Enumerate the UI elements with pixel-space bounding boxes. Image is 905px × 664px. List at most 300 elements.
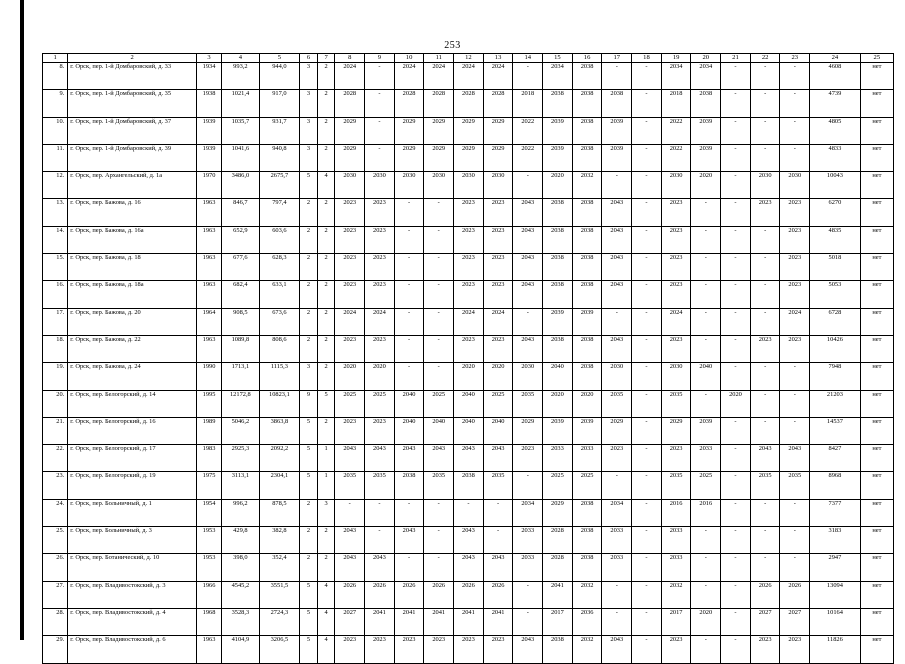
table-cell: 5 (317, 390, 335, 417)
table-cell: - (483, 499, 513, 526)
table-cell: - (691, 554, 721, 581)
column-header-13: 13 (483, 54, 513, 63)
address-cell: г. Орск, пер. 1-й Домбаровский, д. 35 (68, 90, 197, 117)
table-row (43, 254, 894, 281)
table-cell: - (394, 335, 424, 362)
table-cell: 2043 (513, 199, 543, 226)
table-cell: 3206,5 (259, 636, 300, 663)
table-cell: 2024 (454, 308, 484, 335)
column-header-25: 25 (860, 54, 893, 63)
table-cell: - (750, 308, 780, 335)
table-cell: 2027 (780, 608, 810, 635)
table-cell: 2039 (543, 308, 573, 335)
row-number-cell: 25. (43, 527, 68, 554)
table-cell: нет (860, 472, 893, 499)
table-cell: 2030 (661, 363, 691, 390)
table-cell: 2 (317, 527, 335, 554)
row-number-cell: 12. (43, 172, 68, 199)
table-cell: 2038 (543, 254, 573, 281)
table-cell: 682,4 (222, 281, 259, 308)
table-cell: 2026 (365, 581, 395, 608)
table-cell: 2030 (513, 363, 543, 390)
table-cell: 2023 (661, 254, 691, 281)
table-cell: 2023 (365, 226, 395, 253)
table-cell: 2 (317, 254, 335, 281)
address-cell: г. Орск, пер. Владивостокский, д. 6 (68, 636, 197, 663)
table-cell: - (750, 117, 780, 144)
table-cell: 2040 (483, 417, 513, 444)
table-cell: 5046,2 (222, 417, 259, 444)
table-cell: 2043 (365, 554, 395, 581)
table-cell: 2034 (602, 499, 632, 526)
table-cell: нет (860, 636, 893, 663)
table-cell: 3 (300, 90, 318, 117)
table-row (43, 472, 894, 499)
table-cell: 2023 (661, 335, 691, 362)
table-cell: 2038 (572, 144, 602, 171)
table-cell: - (424, 308, 454, 335)
table-row (43, 172, 894, 199)
table-cell: 2023 (661, 226, 691, 253)
column-header-19: 19 (661, 54, 691, 63)
table-cell: - (394, 281, 424, 308)
table-cell: 9 (300, 390, 318, 417)
table-cell: 2038 (572, 254, 602, 281)
table-cell: 2043 (602, 254, 632, 281)
table-cell: нет (860, 117, 893, 144)
table-cell: - (632, 472, 662, 499)
table-cell: - (632, 417, 662, 444)
table-cell: 2023 (454, 199, 484, 226)
table-cell: 2028 (483, 90, 513, 117)
table-cell: 10043 (810, 172, 861, 199)
table-cell: нет (860, 308, 893, 335)
table-cell: нет (860, 90, 893, 117)
table-cell: 2039 (691, 117, 721, 144)
table-cell: 2029 (602, 417, 632, 444)
table-cell: 2034 (513, 499, 543, 526)
table-cell: 633,1 (259, 281, 300, 308)
table-cell: - (394, 499, 424, 526)
table-cell: 2038 (572, 117, 602, 144)
table-cell: 2039 (602, 144, 632, 171)
table-cell: - (721, 308, 751, 335)
table-cell: - (394, 554, 424, 581)
table-cell: - (365, 499, 395, 526)
table-cell: 2043 (454, 527, 484, 554)
table-row (43, 527, 894, 554)
table-cell: 2 (317, 63, 335, 90)
table-cell: 2 (300, 254, 318, 281)
table-cell: 4 (317, 636, 335, 663)
table-cell: 2023 (454, 226, 484, 253)
table-cell: 931,7 (259, 117, 300, 144)
table-cell: 2038 (543, 281, 573, 308)
column-header-24: 24 (810, 54, 861, 63)
table-cell: 3528,3 (222, 608, 259, 635)
row-number-cell: 22. (43, 445, 68, 472)
table-cell: 2043 (483, 554, 513, 581)
table-cell: - (513, 172, 543, 199)
table-cell: нет (860, 390, 893, 417)
table-cell: 1964 (196, 308, 221, 335)
table-cell: - (632, 199, 662, 226)
table-cell: 2029 (424, 144, 454, 171)
housing-register-table (42, 53, 894, 664)
table-cell: 2023 (750, 199, 780, 226)
table-cell: - (632, 281, 662, 308)
table-cell: 2033 (572, 445, 602, 472)
table-cell: - (394, 254, 424, 281)
column-header-10: 10 (394, 54, 424, 63)
table-cell: 2038 (543, 335, 573, 362)
row-number-cell: 10. (43, 117, 68, 144)
table-cell: 2029 (661, 417, 691, 444)
table-cell: 2043 (335, 445, 365, 472)
table-cell: 2030 (780, 172, 810, 199)
table-cell: 2724,3 (259, 608, 300, 635)
table-cell: 2041 (454, 608, 484, 635)
table-cell: нет (860, 554, 893, 581)
table-cell: 7377 (810, 499, 861, 526)
table-cell: 2023 (483, 636, 513, 663)
table-cell: 2029 (483, 117, 513, 144)
table-cell: 2023 (335, 226, 365, 253)
table-cell: 2026 (424, 581, 454, 608)
table-cell: - (394, 363, 424, 390)
table-cell: 2027 (335, 608, 365, 635)
table-cell: 2043 (335, 554, 365, 581)
table-cell: 2 (317, 226, 335, 253)
column-header-4: 4 (222, 54, 259, 63)
row-number-cell: 24. (43, 499, 68, 526)
table-cell: 1963 (196, 281, 221, 308)
table-cell: - (750, 527, 780, 554)
table-cell: - (365, 63, 395, 90)
table-cell: 2017 (543, 608, 573, 635)
table-cell: 677,6 (222, 254, 259, 281)
table-cell: 1966 (196, 581, 221, 608)
table-cell: - (721, 499, 751, 526)
table-cell: 2017 (661, 608, 691, 635)
table-cell: - (424, 281, 454, 308)
table-cell: 6270 (810, 199, 861, 226)
table-cell: 3 (300, 144, 318, 171)
table-cell: 2023 (335, 417, 365, 444)
table-cell: нет (860, 226, 893, 253)
table-cell: 2029 (454, 117, 484, 144)
table-cell: - (691, 308, 721, 335)
table-cell: 2025 (424, 390, 454, 417)
row-number-cell: 27. (43, 581, 68, 608)
table-cell: - (721, 281, 751, 308)
table-row (43, 581, 894, 608)
address-cell: г. Орск, пер. Больничный, д. 3 (68, 527, 197, 554)
table-cell: 2036 (572, 608, 602, 635)
table-cell: - (365, 144, 395, 171)
table-cell: 21203 (810, 390, 861, 417)
table-cell: 2020 (483, 363, 513, 390)
row-number-cell: 26. (43, 554, 68, 581)
table-cell: - (424, 554, 454, 581)
table-cell: 2 (300, 554, 318, 581)
table-cell: 1939 (196, 117, 221, 144)
table-cell: 2024 (335, 308, 365, 335)
table-cell: 2038 (543, 90, 573, 117)
table-cell: 2038 (572, 554, 602, 581)
table-cell: нет (860, 527, 893, 554)
table-cell: 2028 (454, 90, 484, 117)
table-cell: - (632, 636, 662, 663)
table-cell: 1990 (196, 363, 221, 390)
table-cell: 2040 (691, 363, 721, 390)
table-cell: 2023 (454, 335, 484, 362)
table-cell: 2020 (691, 172, 721, 199)
table-cell: 2039 (691, 144, 721, 171)
table-cell: нет (860, 363, 893, 390)
table-cell: - (750, 417, 780, 444)
table-cell: - (513, 472, 543, 499)
table-cell: 2043 (602, 199, 632, 226)
table-cell: 2030 (483, 172, 513, 199)
table-cell: - (394, 226, 424, 253)
table-cell: 1041,6 (222, 144, 259, 171)
column-header-14: 14 (513, 54, 543, 63)
table-cell: 1934 (196, 63, 221, 90)
address-cell: г. Орск, пер. Бажова, д. 20 (68, 308, 197, 335)
table-cell: 2034 (661, 63, 691, 90)
table-cell: 1954 (196, 499, 221, 526)
table-cell: 2020 (543, 390, 573, 417)
table-cell: - (602, 472, 632, 499)
table-cell: 3183 (810, 527, 861, 554)
table-cell: 2038 (572, 90, 602, 117)
table-cell: 7948 (810, 363, 861, 390)
table-cell: 2024 (661, 308, 691, 335)
table-cell: 2026 (335, 581, 365, 608)
table-cell: 2023 (454, 254, 484, 281)
table-cell: 2 (300, 226, 318, 253)
table-cell: 2 (300, 499, 318, 526)
table-cell: 2025 (335, 390, 365, 417)
table-cell: 2023 (513, 445, 543, 472)
table-cell: 2026 (750, 581, 780, 608)
table-cell: - (513, 608, 543, 635)
table-cell: 2028 (394, 90, 424, 117)
table-cell: 2035 (750, 472, 780, 499)
table-cell: 1995 (196, 390, 221, 417)
table-cell: 2029 (513, 417, 543, 444)
table-cell: 2 (300, 308, 318, 335)
table-cell: - (632, 608, 662, 635)
table-cell: 2023 (750, 636, 780, 663)
table-cell: 2 (300, 527, 318, 554)
column-header-20: 20 (691, 54, 721, 63)
address-cell: г. Орск, пер. Владивостокский, д. 4 (68, 608, 197, 635)
table-cell: - (424, 335, 454, 362)
table-cell: 2038 (572, 527, 602, 554)
table-cell: - (632, 499, 662, 526)
column-header-12: 12 (454, 54, 484, 63)
table-cell: 2043 (602, 281, 632, 308)
table-cell: 2023 (365, 254, 395, 281)
table-cell: 2038 (543, 636, 573, 663)
table-cell: 2033 (602, 554, 632, 581)
table-cell: 6728 (810, 308, 861, 335)
table-row (43, 281, 894, 308)
table-cell: 2030 (424, 172, 454, 199)
table-cell: 2033 (661, 527, 691, 554)
table-cell: 2026 (394, 581, 424, 608)
table-cell: 429,8 (222, 527, 259, 554)
table-cell: 5018 (810, 254, 861, 281)
table-cell: 2033 (691, 445, 721, 472)
table-cell: 2030 (335, 172, 365, 199)
table-cell: 2038 (543, 199, 573, 226)
table-cell: 2023 (454, 281, 484, 308)
address-cell: г. Орск, пер. Белогорский, д. 14 (68, 390, 197, 417)
table-cell: - (721, 527, 751, 554)
table-cell: 10426 (810, 335, 861, 362)
table-cell: 2023 (365, 335, 395, 362)
address-cell: г. Орск, пер. Белогорский, д. 19 (68, 472, 197, 499)
table-cell: 3 (300, 63, 318, 90)
table-cell: 2029 (394, 144, 424, 171)
table-cell: 2034 (543, 63, 573, 90)
table-cell: 5053 (810, 281, 861, 308)
table-cell: - (691, 199, 721, 226)
table-cell: - (721, 172, 751, 199)
table-row (43, 226, 894, 253)
table-cell: - (691, 254, 721, 281)
table-cell: 944,0 (259, 63, 300, 90)
table-cell: 2043 (513, 281, 543, 308)
table-cell: 2 (317, 335, 335, 362)
table-cell: 2034 (691, 63, 721, 90)
row-number-cell: 20. (43, 390, 68, 417)
table-cell: 2030 (661, 172, 691, 199)
table-cell: 2032 (572, 581, 602, 608)
table-cell: 3551,5 (259, 581, 300, 608)
table-cell: - (632, 445, 662, 472)
table-row (43, 554, 894, 581)
table-cell: 878,5 (259, 499, 300, 526)
table-cell: - (602, 63, 632, 90)
table-cell: 2023 (780, 335, 810, 362)
table-cell: 382,8 (259, 527, 300, 554)
table-cell: 2039 (572, 308, 602, 335)
table-cell: 2030 (454, 172, 484, 199)
table-cell: - (721, 363, 751, 390)
table-cell: 2925,3 (222, 445, 259, 472)
table-cell: 398,0 (222, 554, 259, 581)
table-cell: - (721, 417, 751, 444)
table-cell: 2029 (335, 117, 365, 144)
table-cell: 2043 (365, 445, 395, 472)
table-cell: 2043 (602, 335, 632, 362)
table-cell: 2043 (513, 335, 543, 362)
table-cell: 1963 (196, 636, 221, 663)
table-cell: 2039 (543, 144, 573, 171)
table-cell: 10164 (810, 608, 861, 635)
table-cell: 2023 (661, 445, 691, 472)
table-cell: - (721, 117, 751, 144)
table-cell: 5 (300, 472, 318, 499)
table-cell: - (750, 144, 780, 171)
address-cell: г. Орск, пер. Белогорский, д. 16 (68, 417, 197, 444)
table-cell: 2020 (454, 363, 484, 390)
table-cell: 2038 (543, 226, 573, 253)
column-header-1: 1 (43, 54, 68, 63)
table-cell: - (691, 281, 721, 308)
table-cell: 1963 (196, 335, 221, 362)
table-cell: 4545,2 (222, 581, 259, 608)
table-cell: 2038 (572, 226, 602, 253)
address-cell: г. Орск, пер. Бажова, д. 22 (68, 335, 197, 362)
table-cell: 2020 (721, 390, 751, 417)
table-cell: нет (860, 281, 893, 308)
address-cell: г. Орск, пер. Бажова, д. 24 (68, 363, 197, 390)
table-cell: 797,4 (259, 199, 300, 226)
table-cell: 2026 (483, 581, 513, 608)
table-cell: 2024 (780, 308, 810, 335)
table-cell: 2035 (661, 390, 691, 417)
table-cell: - (721, 445, 751, 472)
table-cell: 2027 (750, 608, 780, 635)
table-cell: 2043 (513, 226, 543, 253)
table-cell: - (721, 636, 751, 663)
table-cell: - (632, 63, 662, 90)
table-cell: 2028 (543, 527, 573, 554)
table-cell: - (780, 417, 810, 444)
table-cell: - (335, 499, 365, 526)
table-cell: 2 (317, 417, 335, 444)
table-cell: 2043 (602, 226, 632, 253)
table-cell: 2020 (365, 363, 395, 390)
table-cell: 2038 (572, 335, 602, 362)
table-cell: 2 (317, 199, 335, 226)
table-cell: - (632, 117, 662, 144)
table-cell: - (780, 117, 810, 144)
table-cell: 2043 (424, 445, 454, 472)
table-cell: - (750, 554, 780, 581)
table-body (43, 63, 894, 664)
table-cell: - (750, 254, 780, 281)
table-cell: - (721, 90, 751, 117)
column-header-15: 15 (543, 54, 573, 63)
table-cell: - (365, 527, 395, 554)
table-cell: 2025 (365, 390, 395, 417)
table-cell: 2033 (602, 527, 632, 554)
table-cell: 846,7 (222, 199, 259, 226)
table-cell: 12172,8 (222, 390, 259, 417)
table-cell: 2043 (780, 445, 810, 472)
table-row (43, 335, 894, 362)
table-cell: - (721, 472, 751, 499)
table-cell: 4833 (810, 144, 861, 171)
row-number-cell: 11. (43, 144, 68, 171)
table-cell: 2041 (483, 608, 513, 635)
table-cell: нет (860, 144, 893, 171)
table-cell: - (513, 308, 543, 335)
table-cell: 2 (317, 117, 335, 144)
table-cell: - (394, 308, 424, 335)
table-cell: - (721, 144, 751, 171)
table-cell: 2023 (394, 636, 424, 663)
table-cell: - (691, 335, 721, 362)
table-cell: 2 (317, 363, 335, 390)
table-cell: 2038 (394, 472, 424, 499)
